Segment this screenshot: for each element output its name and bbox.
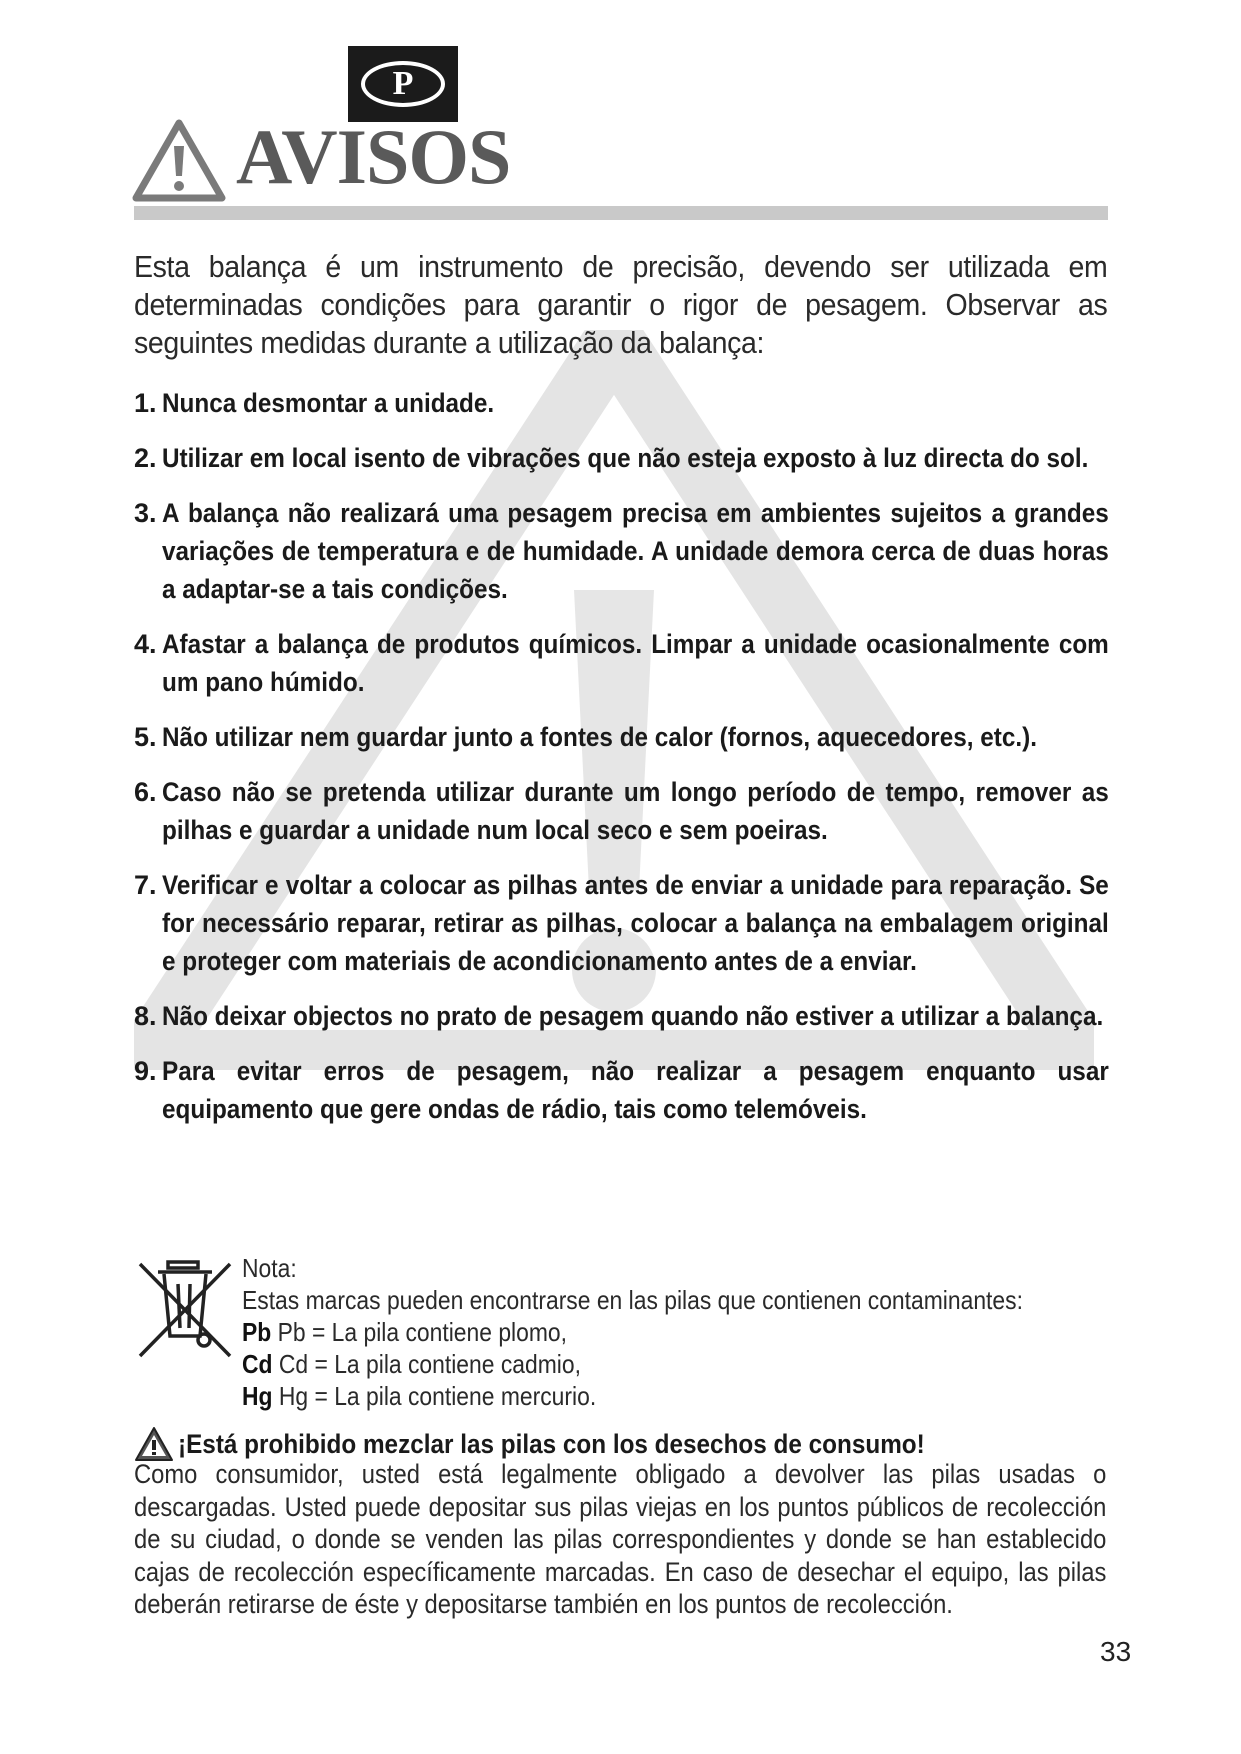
note-item-symbol: Cd <box>242 1349 273 1379</box>
list-item-number: 5. <box>134 722 157 752</box>
list-item-number: 9. <box>134 1056 157 1086</box>
note-item <box>242 1380 1023 1412</box>
intro-paragraph: Esta balança é um instrumento de precisão, devendo ser utilizada em determinadas condições para garantir o rigor de pesagem. Observar as seguintes medidas durante a utilização da balança: <box>134 249 1108 360</box>
list-item <box>134 384 1108 422</box>
list-item-number: 4. <box>134 629 157 659</box>
note-item-symbol: Hg <box>242 1381 273 1411</box>
note-line: Estas marcas pueden encontrarse en las pilas que contienen contaminantes: <box>242 1285 1023 1315</box>
list-item-number: 1. <box>134 388 157 418</box>
list-item-text: Não deixar objectos no prato de pesagem quando não estiver a utilizar a balança. <box>162 1001 1104 1031</box>
crossed-bin-icon <box>134 1252 238 1364</box>
page-title: AVISOS <box>236 113 511 200</box>
rules-list <box>134 384 1108 1128</box>
main-content <box>134 248 1108 1145</box>
battery-note <box>134 1252 1108 1411</box>
list-item-text: Não utilizar nem guardar junto a fontes de calor (fornos, aquecedores, etc.). <box>162 722 1037 752</box>
note-item-symbol: Pb <box>242 1317 272 1347</box>
header-divider <box>134 206 1108 220</box>
list-item-text: Verificar e voltar a colocar as pilhas antes de enviar a unidade para reparação. Se for necessário reparar, retirar as pilhas, colocar a balança na embalagem original e proteger com materiais de acondicionamento antes de a enviar. <box>162 870 1109 976</box>
note-item <box>242 1348 1023 1380</box>
list-item <box>134 866 1108 980</box>
list-item-number: 8. <box>134 1001 157 1031</box>
note-item <box>242 1316 1023 1348</box>
note-text <box>242 1252 1023 1412</box>
note-label: Nota: <box>242 1253 297 1283</box>
list-item <box>134 625 1108 701</box>
list-item-number: 7. <box>134 870 157 900</box>
page-number: 33 <box>1100 1636 1132 1667</box>
list-item-text: Afastar a balança de produtos químicos. Limpar a unidade ocasionalmente com um pano húmido. <box>162 629 1109 697</box>
list-item-text: A balança não realizará uma pesagem precisa em ambientes sujeitos a grandes variações de temperatura e de humidade. A unidade demora cerca de duas horas a adaptar-se a tais condições. <box>162 498 1109 604</box>
warning-triangle-icon <box>132 118 226 202</box>
language-badge-label: P <box>361 61 445 107</box>
list-item-text: Utilizar em local isento de vibrações que não esteja exposto à luz directa do sol. <box>162 443 1089 473</box>
note-item-text: Pb = La pila contiene plomo, <box>277 1317 567 1347</box>
warning-triangle-icon <box>134 1426 174 1462</box>
note-item-text: Hg = La pila contiene mercurio. <box>278 1381 597 1411</box>
list-item-text: Nunca desmontar a unidade. <box>162 388 495 418</box>
list-item-number: 2. <box>134 443 157 473</box>
note-item-text: Cd = La pila contiene cadmio, <box>278 1349 581 1379</box>
warning-heading-text: ¡Está prohibido mezclar las pilas con los desechos de consumo! <box>178 1428 925 1459</box>
disposal-warning-heading <box>134 1426 1008 1462</box>
list-item-number: 6. <box>134 777 157 807</box>
list-item <box>134 1052 1108 1128</box>
language-badge <box>348 46 458 122</box>
list-item-text: Para evitar erros de pesagem, não realizar a pesagem enquanto usar equipamento que gere ondas de rádio, tais como telemóveis. <box>162 1056 1109 1124</box>
list-item <box>134 718 1108 756</box>
list-item-text: Caso não se pretenda utilizar durante um longo período de tempo, remover as pilhas e guardar a unidade num local seco e sem poeiras. <box>162 777 1109 845</box>
list-item <box>134 997 1108 1035</box>
list-item-number: 3. <box>134 498 157 528</box>
list-item <box>134 494 1108 608</box>
list-item <box>134 439 1108 477</box>
disposal-warning-body: Como consumidor, usted está legalmente obligado a devolver las pilas usadas o descargadas. Usted puede depositar sus pilas viejas en los puntos públicos de recolección de su ciudad, o donde se venden las pilas correspondientes y donde se han establecido cajas de recolección específicamente marcadas. En caso de desechar el equipo, las pilas deberán retirarse de éste y depositarse también en los puntos de recolección. <box>134 1459 1107 1619</box>
list-item <box>134 773 1108 849</box>
